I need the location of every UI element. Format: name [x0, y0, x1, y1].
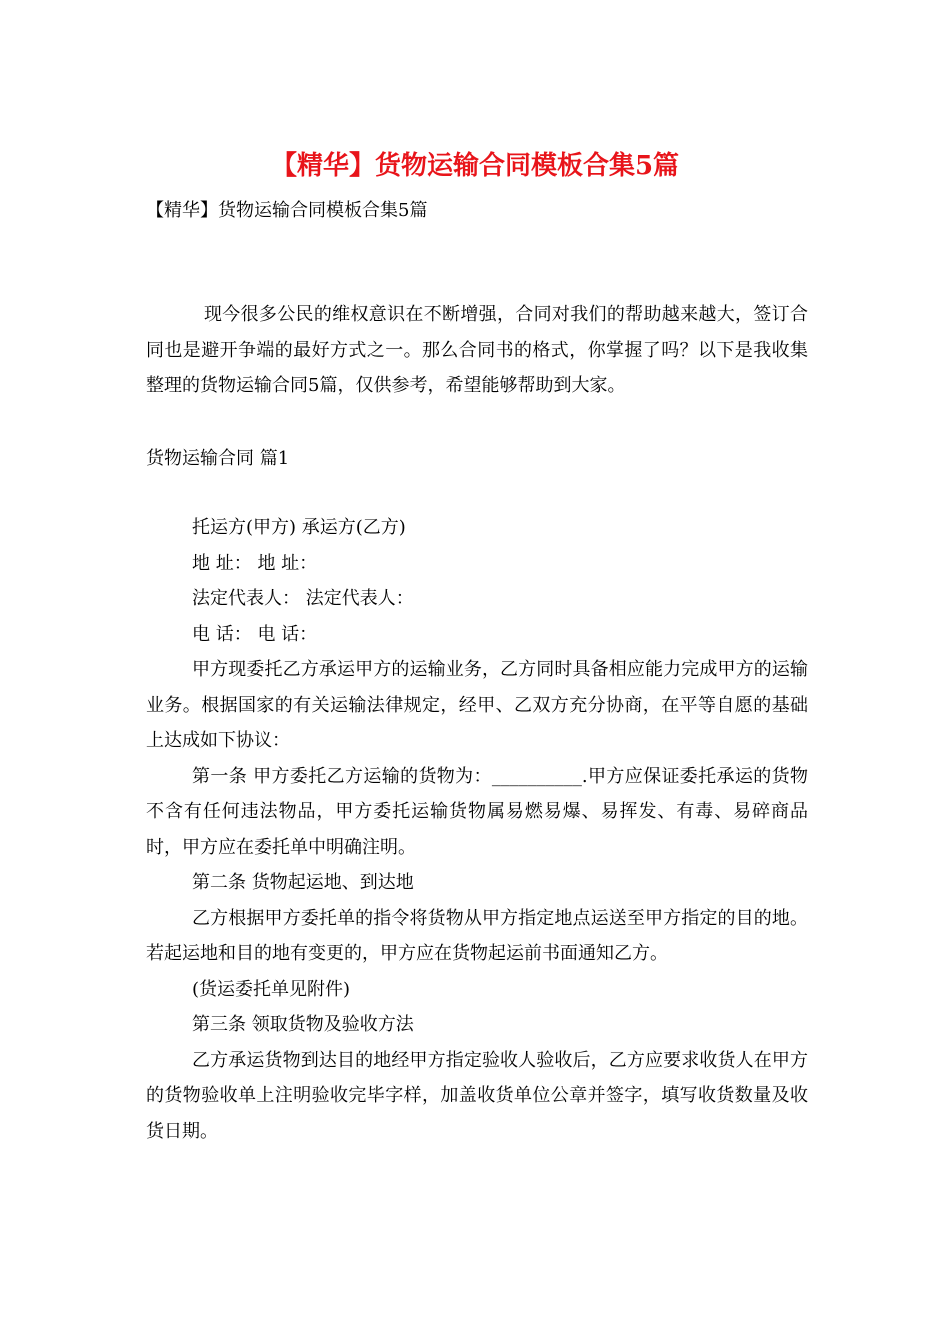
legal-representative-line: 法定代表人： 法定代表人： — [192, 588, 414, 609]
contract-paragraph: 乙方根据甲方委托单的指令将货物从甲方指定地点运送至甲方指定的目的地。若起运地和目的地有变更的，甲方应在货物起运前书面通知乙方。 — [146, 907, 808, 964]
contract-paragraph: 甲方现委托乙方承运甲方的运输业务，乙方同时具备相应能力完成甲方的运输业务。根据国家的有关运输法律规定，经甲、乙双方充分协商，在平等自愿的基础上达成如下协议： — [146, 659, 808, 751]
document-title: 【精华】货物运输合同模板合集5篇 — [270, 151, 680, 181]
contract-body — [146, 510, 808, 1149]
attachment-note: (货运委托单见附件) — [192, 978, 351, 1000]
contract-paragraph: 乙方承运货物到达目的地经甲方指定验收人验收后，乙方应要求收货人在甲方的货物验收单上注明验收完毕字样，加盖收货单位公章并签字，填写收货数量及收货日期。 — [146, 1049, 808, 1142]
party-line: 托运方(甲方) 承运方(乙方) — [192, 517, 406, 538]
article-one: 第一条 甲方委托乙方运输的货物为：__________.甲方应保证委托承运的货物不含有任何违法物品，甲方委托运输货物属易燃易爆、易挥发、有毒、易碎商品时，甲方应在委托单中明确注明。 — [146, 765, 808, 858]
intro-paragraph: 现今很多公民的维权意识在不断增强，合同对我们的帮助越来越大，签订合同也是避开争端的最好方式之一。那么合同书的格式，你掌握了吗？以下是我收集整理的货物运输合同5篇，仅供参考，希望能够帮助到大家。 — [146, 304, 808, 396]
address-line: 地 址： 地 址： — [192, 552, 318, 574]
phone-line: 电 话： 电 话： — [192, 623, 318, 645]
article-three-heading: 第三条 领取货物及验收方法 — [192, 1014, 414, 1035]
article-two-heading: 第二条 货物起运地、到达地 — [192, 872, 414, 893]
section-heading: 货物运输合同 篇1 — [146, 448, 290, 469]
document-subtitle: 【精华】货物运输合同模板合集5篇 — [146, 200, 428, 221]
